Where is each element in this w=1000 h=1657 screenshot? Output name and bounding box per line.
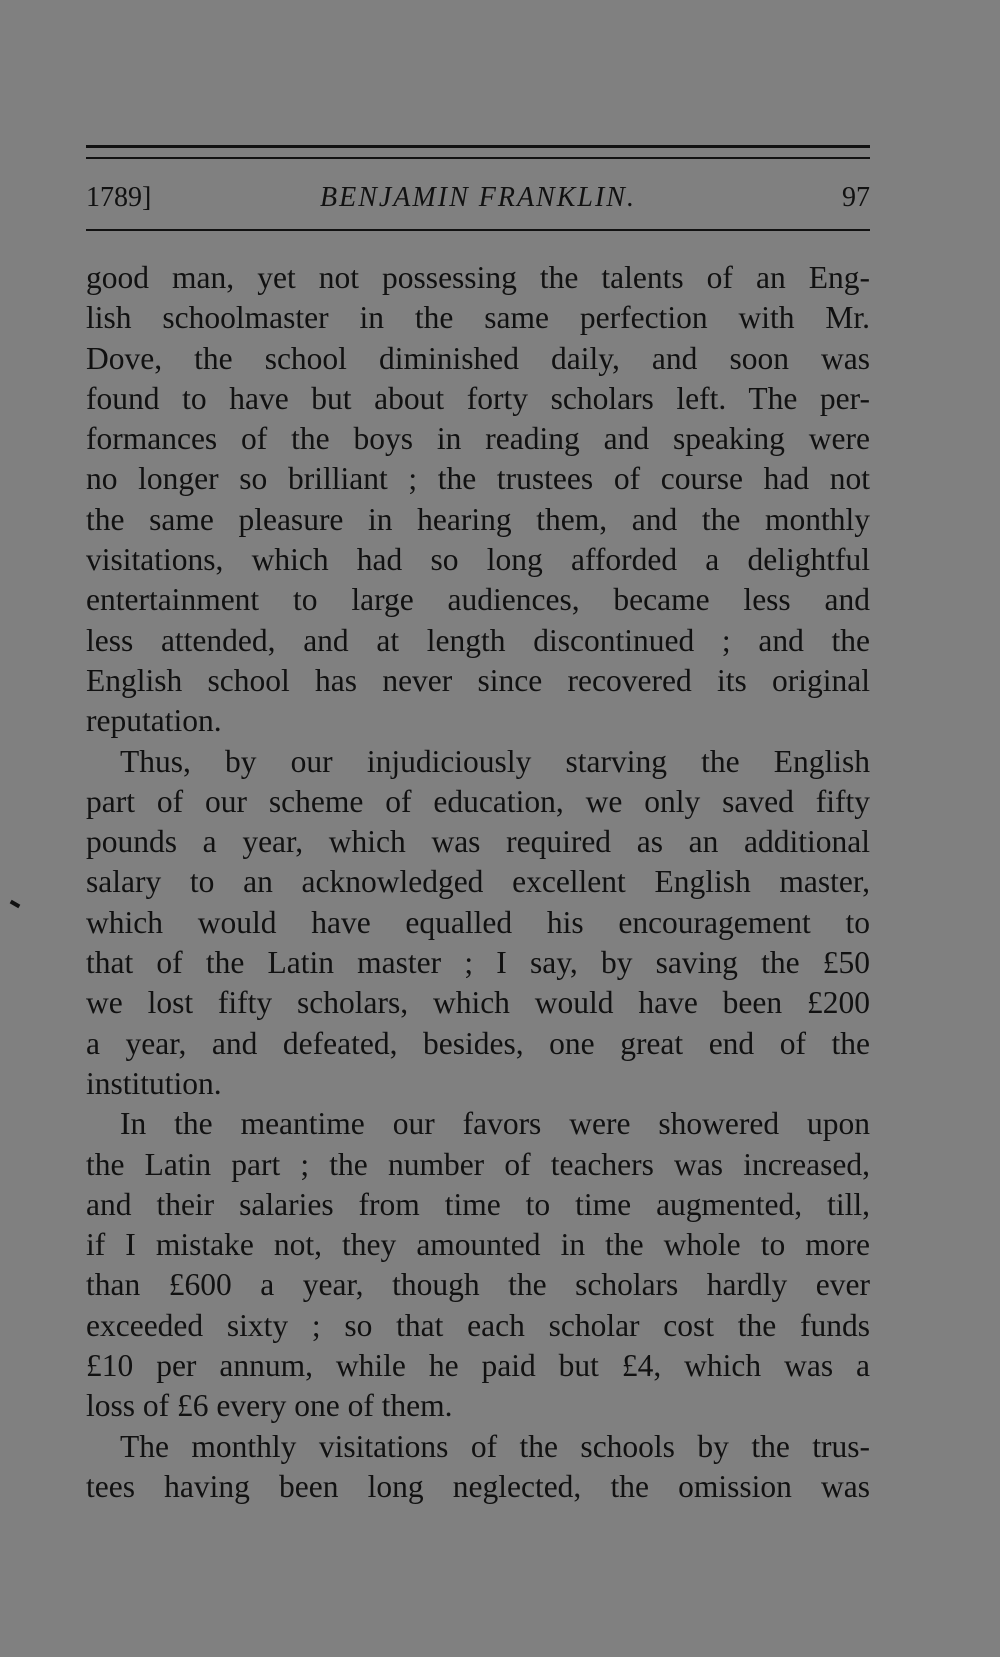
text-line: good man, yet not possessing the talents of an Eng- <box>86 260 870 295</box>
text-line: exceeded sixty ; so that each scholar cost the funds <box>86 1307 870 1343</box>
running-head-title: BENJAMIN FRANKLIN. <box>320 182 636 213</box>
text-line: the Latin part ; the number of teachers was increased, <box>86 1146 870 1182</box>
text-line: no longer so brilliant ; the trustees of course had not <box>86 461 870 497</box>
text-line: tees having been long neglected, the omission was <box>86 1468 870 1504</box>
body-text <box>86 258 870 1507</box>
text-line: £10 per annum, while he paid but £4, which was a <box>86 1348 870 1384</box>
text-line: English school has never since recovered its original <box>86 662 870 698</box>
text-line: entertainment to large audiences, became less and <box>86 582 870 618</box>
text-line: a year, and defeated, besides, one great end of the <box>86 1025 870 1061</box>
text-line: pounds a year, which was required as an additional <box>86 824 870 860</box>
text-line: found to have but about forty scholars left. The per- <box>86 380 870 416</box>
text-line: salary to an acknowledged excellent English master, <box>86 864 870 900</box>
running-head <box>86 178 870 218</box>
text-line: we lost fifty scholars, which would have been £200 <box>86 985 870 1021</box>
text-line: part of our scheme of education, we only saved fifty <box>86 783 870 819</box>
text-line: less attended, and at length discontinued ; and the <box>86 622 870 658</box>
text-line: The monthly visitations of the schools by the trus- <box>120 1428 870 1464</box>
page-number: 97 <box>842 182 870 213</box>
text-line: formances of the boys in reading and speaking were <box>86 421 870 457</box>
text-line: visitations, which had so long afforded a delightful <box>86 542 870 578</box>
margin-mark <box>10 900 21 908</box>
text-line: Dove, the school diminished daily, and soon was <box>86 340 870 376</box>
header-rule <box>86 229 870 231</box>
text-line: loss of £6 every one of them. <box>86 1388 453 1424</box>
running-head-year: 1789] <box>86 182 152 213</box>
top-rule <box>86 145 870 148</box>
text-line: the same pleasure in hearing them, and the monthly <box>86 501 870 537</box>
text-line: than £600 a year, though the scholars hardly ever <box>86 1267 870 1303</box>
text-line: Thus, by our injudiciously starving the English <box>120 743 870 779</box>
text-line: institution. <box>86 1065 222 1101</box>
top-rule-secondary <box>86 157 870 159</box>
text-line: which would have equalled his encouragement to <box>86 904 870 940</box>
text-line: that of the Latin master ; I say, by saving the £50 <box>86 945 870 981</box>
text-line: lish schoolmaster in the same perfection with Mr. <box>86 300 870 336</box>
text-line: and their salaries from time to time augmented, till, <box>86 1186 870 1222</box>
book-page <box>86 0 870 1657</box>
text-line: In the meantime our favors were showered upon <box>120 1106 870 1142</box>
text-line: if I mistake not, they amounted in the whole to more <box>86 1227 870 1263</box>
text-line: reputation. <box>86 703 222 739</box>
